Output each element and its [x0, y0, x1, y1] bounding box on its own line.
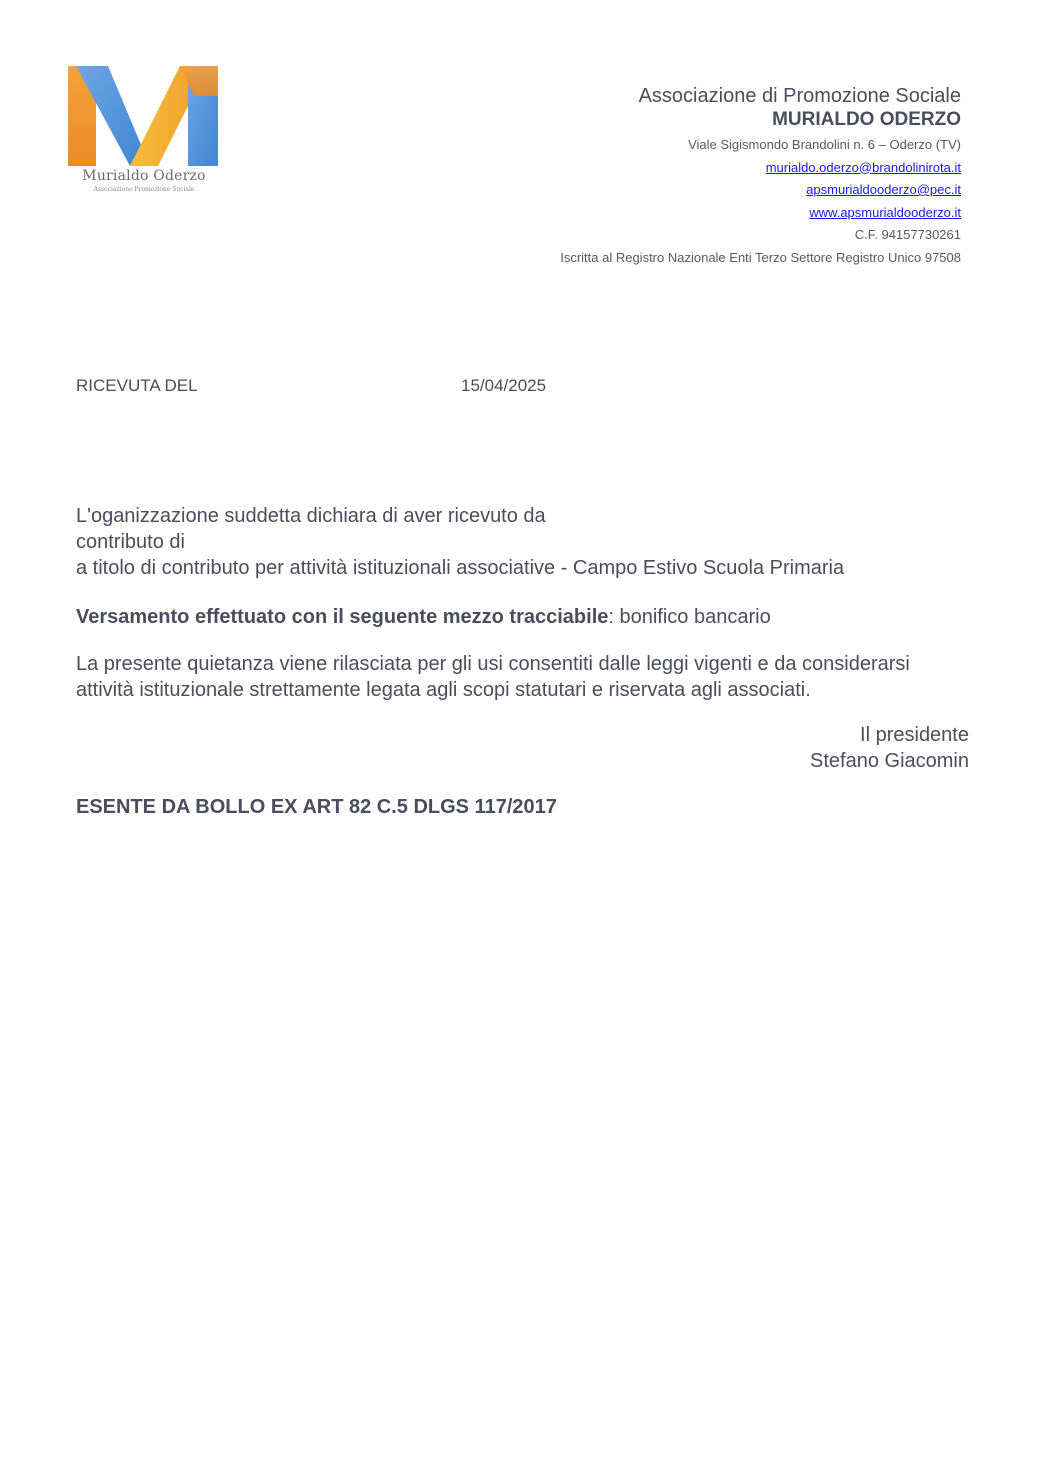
m-logo-icon — [68, 66, 220, 170]
logo-name: Murialdo Oderzo — [82, 168, 206, 184]
logo-subtitle: Associazione Promozione Sociale — [93, 186, 195, 193]
tax-code: C.F. 94157730261 — [854, 227, 961, 242]
disclaimer-paragraph — [76, 651, 976, 703]
signature-name: Stefano Giacomin — [810, 750, 969, 772]
signature-role: Il presidente — [860, 724, 969, 746]
receipt-label: RICEVUTA DEL — [76, 376, 198, 395]
organization-header — [560, 84, 961, 269]
payment-value: bonifico bancario — [613, 606, 771, 628]
org-address: Viale Sigismondo Brandolini n. 6 – Oderzo (TV) — [688, 137, 961, 152]
org-type: Associazione di Promozione Sociale — [638, 85, 961, 107]
signature-block — [810, 722, 969, 774]
receipt-date: 15/04/2025 — [461, 376, 547, 395]
disclaimer-line-1: La presente quietanza viene rilasciata per gli usi consentiti dalle leggi vigenti e da considerarsi — [76, 653, 910, 675]
org-name: MURIALDO ODERZO — [772, 109, 961, 130]
payment-method — [76, 604, 976, 630]
payment-separator: : — [608, 606, 614, 628]
declaration-line-2: contributo di — [76, 531, 185, 553]
registry-info: Iscritta al Registro Nazionale Enti Terzo Settore Registro Unico 97508 — [560, 249, 961, 265]
logo — [68, 66, 220, 198]
disclaimer-line-2: attività istituzionale strettamente legata agli scopi statutari e riservata agli associati. — [76, 679, 811, 701]
payment-label: Versamento effettuato con il seguente mezzo tracciabile — [76, 606, 609, 628]
stamp-exemption: ESENTE DA BOLLO EX ART 82 C.5 DLGS 117/2017 — [76, 796, 557, 818]
declaration-paragraph — [76, 503, 976, 581]
declaration-line-1: L'oganizzazione suddetta dichiara di aver ricevuto da — [76, 505, 546, 527]
email-link[interactable]: murialdo.oderzo@brandolinirota.it — [765, 159, 961, 175]
pec-link[interactable]: apsmurialdooderzo@pec.it — [806, 182, 961, 197]
declaration-line-3: a titolo di contributo per attività istituzionali associative - Campo Estivo Scuola Primaria — [76, 557, 845, 579]
website-link[interactable]: www.apsmurialdooderzo.it — [809, 204, 961, 220]
